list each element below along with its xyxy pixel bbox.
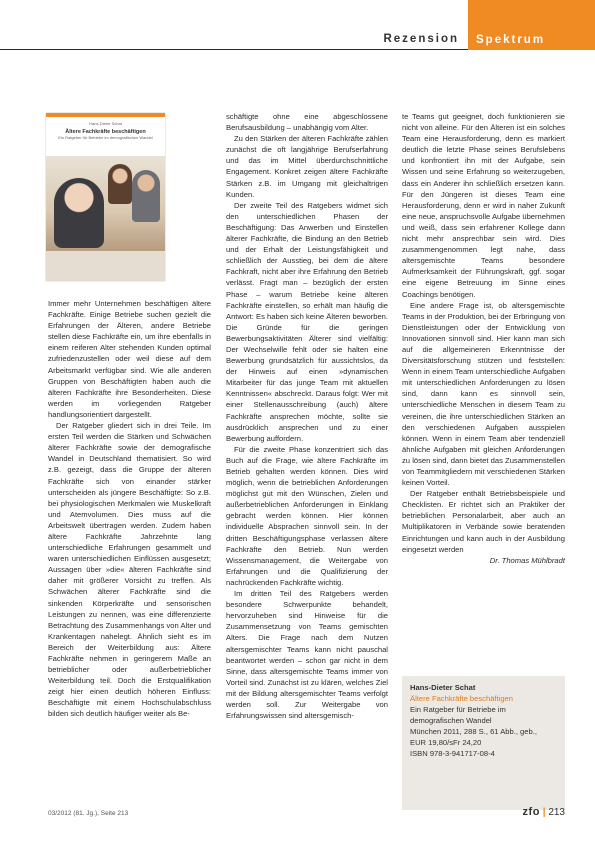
cover-desk bbox=[46, 251, 165, 281]
info-title: Ältere Fachkräfte beschäftigen bbox=[410, 694, 513, 703]
paragraph: te Teams gut geeignet, doch funktionieren sie nicht von alleine. Für den Älteren ist ein solches Team eine Herausforderung, denn es markiert deutlich die letzte Phase seines Berufslebens und konfrontiert ihn mit der Aufgabe, sein Wissen und seine Erfahrung so weiterzugeben, dass ein Anderer ihn schließlich ersetzen kann. Für den Jüngeren ist dieses Team eine Herausforderung, denn er wird in naher Zukunft eine neue, anspruchsvolle Aufgabe übernehmen und weiß, dass sein erfahrener Kollege dann nicht mehr ansprechbar sein wird. Dies zusammengenommen legt nahe, dass altersgemischte Teams besondere Aufmerksamkeit der Führungskraft, ggf. sogar eine eigene Betreuung im Sinne eines Coachings benötigen. bbox=[402, 112, 565, 299]
book-cover bbox=[46, 113, 165, 281]
journal-brand: zfo bbox=[522, 806, 540, 818]
paragraph: Der Ratgeber gliedert sich in drei Teile. Im ersten Teil werden die Stärken und Schwächen älterer Fachkräfte sowie der demografische Wandel in Deutschland thematisiert. So wird z.B. gezeigt, dass die Gruppe der älteren Fachkräfte sich von einander stärker unterscheiden als jüngere Beschäftigte: So z.B. bei physiologischen Merkmalen wie Muskelkraft und Atemvolumen. Dies muss auf die Arbeitswelt übertragen werden. Zudem haben ältere Fachkräfte Jahrzehnte lang unterschiedliche Erfahrungen gesammelt und waren unterschiedlichen Einflüssen ausgesetzt; Aussagen über »die« älteren Fachkräfte sind daher mit größerer Vorsicht zu treffen. Als Schwächen älterer Fachkräfte sind die sinkenden Körperkräfte und sensorischen Leistungen zu nennen, was eine differenzierte Betrachtung des Zusammenhangs von Alter und Krankentagen nahelegt. Ähnlich sieht es im Bereich der Weiterbildung aus: Ältere Fachkräfte nehmen in geringerem Maße an betrieblicher oder außerbetrieblicher Weiterbildung teil. Doch die Erstqualifikation zeigt hier einen deutlich höheren Einfluss: Beschäftigte mit einem Hochschulabschluss bilden sich deutlich häufiger weiter als Be- bbox=[48, 421, 211, 719]
paragraph: Für die zweite Phase konzentriert sich das Buch auf die Frage, wie ältere Fachkräfte im Betrieb gehalten werden können. Dies wird möglich, wenn die betrieblichen Anforderungen möglichst gut mit den Wünschen, Zielen und außerbetrieblichen Anforderungen in Einklang gebracht werden können. Hier können individuelle Absprachen sinnvoll sein. In der dritten Beschäftigungsphase verlassen ältere Fachkräfte den Betrieb. Nun werden Wissensmanagement, die Weitergabe von Erfahrungen und die Qualifizierung der nachrückenden Fachkräfte wichtig. bbox=[226, 444, 388, 587]
cover-band bbox=[46, 113, 165, 117]
cover-author: Hans-Dieter Schat bbox=[89, 121, 122, 126]
paragraph: Der zweite Teil des Ratgebers widmet sich den unterschiedlichen Phasen der Beschäftigung: Das Anwerben und Einstellen älterer Fachkräfte, die Bindung an den Betrieb und der Erhalt der Leistungsfähigkeit und schließlich der Ausstieg, bei dem die ältere Fachkraft, nicht aber ihre Erfahrung den Betrieb verlässt. Fragt man – bezüglich der ersten Phase – warum Betriebe keine älteren Fachkräfte einstellen, so erhält man häufig die Antwort: Es haben sich keine Älteren beworben. Die Gründe für die geringen Bewerbungsaktivitäten Älterer sind vielfältig: Der Wechselwille fehlt oder sie halten eine Bewerbung grundsätzlich für aussichtslos, da der Hinweis auf einen »dynamischen Mitarbeiter für das junge Team mit aktuellen Kenntnissen« abschreckt. Daraus folgt: Wer mit einer Stellenausschreibung (auch) ältere Fachkräfte ansprechen möchte, sollte sie ausdrücklich ansprechen und zu einer Bewerbung auffordern. bbox=[226, 200, 388, 443]
page-number: 213 bbox=[548, 807, 565, 818]
text-column-3 bbox=[402, 111, 565, 566]
info-subtitle: Ein Ratgeber für Betriebe im demografischen Wandel bbox=[410, 705, 506, 725]
book-info-box bbox=[402, 676, 565, 810]
info-author: Hans-Dieter Schat bbox=[410, 683, 476, 692]
footer-separator: | bbox=[542, 807, 546, 818]
paragraph: Der Ratgeber enthält Betriebsbeispiele und Checklisten. Er richtet sich an Praktiker der betrieblichen Personalarbeit, aber auch an Multiplikatoren in Verbände sowie beratenden Einrichtungen und kann auch in der Ausbildung eingesetzt werden bbox=[402, 489, 565, 554]
cover-person bbox=[132, 170, 160, 222]
paragraph: Eine andere Frage ist, ob altersgemischte Teams in der Produktion, bei der Erbringung von Dienstleistungen oder der Entwicklung von Innovationen sinnvoll sind. Hier kann man sich auf die allgemeineren Erkenntnisse der Diversitätsforschung stützen und feststellen: Wenn in einem Team unterschiedliche Aufgaben mit unterschiedlichen Anforderungen zu lösen sind, dann kann es sinnvoll sein, unterschiedliche Menschen in diesem Team zu vereinen, die ihre unterschiedlichen Stärken an den verschiedenen Aufgaben ausspielen können. Wenn in einem Team aber tendenziell ähnliche Aufgaben mit gleichen Anforderungen zu lösen sind, dann bietet das Zusammenstellen von Teammitgliedern mit verschiedenen Stärken keinen Vorteil. bbox=[402, 300, 565, 488]
paragraph: Immer mehr Unternehmen beschäftigen ältere Fachkräfte. Einige Betriebe suchen gezielt die Erfahrungen der Älteren, andere Betriebe stellen diese Fachkräfte ein, um ihre ebenfalls in einem reiferen Alter stehenden Kunden optimal zufriedenzustellen oder weil diese auf dem Arbeitsmarkt verfügbar sind. Wie alle anderen Gruppen von Beschäftigten haben auch die älteren Fachkräfte ihre Besonderheiten. Diese werden im vorliegenden Ratgeber handlungsorientiert dargestellt. bbox=[48, 299, 211, 419]
reviewer-signature: Dr. Thomas Mühlbradt bbox=[489, 555, 565, 565]
cover-person bbox=[54, 178, 104, 248]
text-column-1 bbox=[48, 298, 211, 720]
issue-reference: 03/2012 (81. Jg.), Seite 213 bbox=[48, 810, 129, 817]
cover-subtitle: Ein Ratgeber für Betriebe im demografischen Wandel bbox=[58, 135, 153, 140]
paragraph: Zu den Stärken der älteren Fachkräfte zählen zunächst die oft langjährige Berufserfahrung und das im Mittel überdurchschnittliche Engagement. Konkret zeigen ältere Fachkräfte Stärken z.B. im Umgang mit gleichaltrigen Kunden. bbox=[226, 134, 388, 199]
page-footer bbox=[523, 806, 565, 818]
cover-person bbox=[108, 164, 132, 204]
section-label: Spektrum bbox=[476, 34, 546, 46]
paragraph: Im dritten Teil des Ratgebers werden besondere Schwerpunkte behandelt, hervorzuheben sind Hinweise für die Zusammensetzung von Teams gemischten Alters. Die Frage nach dem Nutzen altersgemischter Teams kann nicht pauschal beantwortet werden – schon gar nicht in dem Sinne, dass altersgemischte Teams immer von Vorteil sind. Zunächst ist zu klären, welches Ziel mit der Bildung altersgemischter Teams verfolgt werden soll. Zur Weitergabe von Erfahrungswissen sind altersgemisch- bbox=[226, 589, 388, 721]
cover-title: Ältere Fachkräfte beschäftigen bbox=[65, 129, 146, 135]
paragraph: schäftigte ohne eine abgeschlossene Berufsausbildung – unabhängig vom Alter. bbox=[226, 112, 388, 133]
text-column-2 bbox=[226, 111, 388, 721]
info-isbn: ISBN 978-3-941717-08-4 bbox=[410, 749, 495, 758]
info-publication: München 2011, 288 S., 61 Abb., geb., bbox=[410, 727, 537, 736]
info-price: EUR 19,80/sFr 24,20 bbox=[410, 738, 482, 747]
section-tab bbox=[468, 0, 595, 50]
cover-photo bbox=[46, 156, 165, 281]
rubric-label: Rezension bbox=[383, 33, 459, 45]
